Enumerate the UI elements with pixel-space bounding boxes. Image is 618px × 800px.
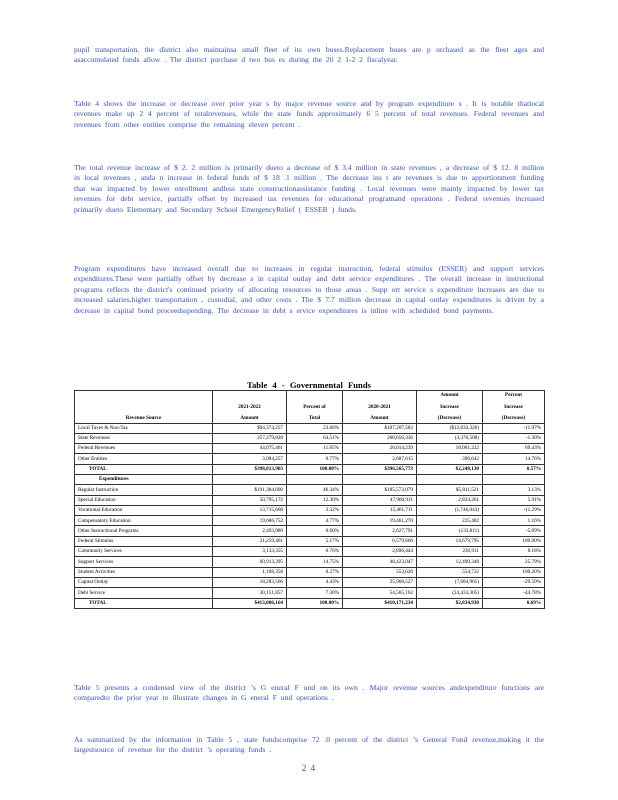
table-row [75,433,545,443]
table-cell-change: (1,746,043) [417,505,483,515]
table-cell-amt2021: 54,565,162 [343,588,417,598]
table-cell-pctchange: -11.97% [483,423,545,433]
table-cell-label: Regular Instruction [75,485,213,495]
governmental-funds-table [74,390,545,609]
table-cell-pctchange: 100.00% [483,536,545,546]
table-cell-amt2021: 553,626 [343,567,417,577]
table-cell-pct: 0.60% [287,526,343,536]
table-row [75,547,545,557]
table-cell-change: $5,811,521 [417,485,483,495]
table-row [75,536,545,546]
table-cell-pctchange: 69.43% [483,444,545,454]
table-row [75,557,545,567]
table-cell-label: Debt Service [75,588,213,598]
table-cell-amt2022: 3,133,355 [213,547,287,557]
table-cell-label: Other Instructional Programs [75,526,213,536]
table-cell-pct: 12.30% [287,495,343,505]
header-percent-change: Percent Increase (Decrease) [483,391,545,424]
empty-cell [287,474,343,484]
table-cell-pctchange: 5.91% [483,495,545,505]
table-row [75,516,545,526]
paragraph-table4-intro: Table 4 shows the increase or decrease over prior year s by major revenue source and by program expenditure s . It is notable thatlocal revenues make up 2 4 percent of totalrevenues, while the state funds approximately 6 5 percent of total revenues. Federal revenues and revenues from other entities comprise the remaining eleven percent . [74,99,544,129]
table-cell-change: 12,490,348 [417,557,483,567]
table-cell-amt2021: 25,968,527 [343,577,417,587]
table-header-row [75,391,545,424]
table-cell-pctchange: 0.69% [483,598,545,608]
table-cell-amt2021: 26,014,239 [343,444,417,454]
table-cell-amt2022: 1,108,358 [213,567,287,577]
table-cell-label: Federal Revenues [75,444,213,454]
expenditures-label: Expenditures [75,474,213,484]
empty-cell [417,474,483,484]
table-cell-change: ($12,833,326) [417,423,483,433]
table-cell-pctchange: 100.20% [483,567,545,577]
empty-cell [343,474,417,484]
table-cell-amt2022: $94,374,257 [213,423,287,433]
table-cell-pctchange: 25.79% [483,557,545,567]
table-row [75,526,545,536]
table-cell-pct: 4.77% [287,516,343,526]
table-cell-amt2022: 44,075,461 [213,444,287,454]
paragraph-program-expenditures: Program expenditures have increased overall due to increases in regular instruction, federal stimulus (ESSER) and support services expenditures.These were partially offset by decrease s in capital outlay and debt service expenditures . The overall increase in instructional programs reflects the district's continued priority of allocating resources to those areas . Supp ort service s expenditure increases are due to increased salaries,higher transportation , custodial, and other costs . The $ 7.7 million decrease in capital outlay expenditures is driven by a decrease in capital bond proceedsspending. The decrease in debt s ervice expenditures is inline with scheduled bond payments. [74,264,544,315]
table-cell-change: $2,834,930 [417,598,483,608]
table-cell-change: (24,433,305) [417,588,483,598]
table-cell-amt2022: 3,084,257 [213,454,287,464]
table-cell-label: TOTAL [75,464,213,474]
table-cell-pct: 0.77% [287,454,343,464]
table-row [75,567,545,577]
table-cell-change: 554,732 [417,567,483,577]
table-cell-amt2021: $410,171,234 [343,598,417,608]
table-cell-amt2021: 2,896,444 [343,547,417,557]
table-cell-amt2021: 47,960,911 [343,495,417,505]
table-cell-pct: 5.17% [287,536,343,546]
revenue-total-row [75,464,545,474]
table-cell-label: State Revenues [75,433,213,443]
table-cell-pctchange: 14.76% [483,454,545,464]
table-cell-amt2021: $185,573,079 [343,485,417,495]
table-cell-amt2022: 21,259,461 [213,536,287,546]
table-cell-pctchange: -5.09% [483,526,545,536]
table-row [75,577,545,587]
table-cell-amt2022: 19,686,752 [213,516,287,526]
table-cell-pct: 23.66% [287,423,343,433]
table-cell-pct: 14.75% [287,557,343,567]
table-cell-label: Vocational Education [75,505,213,515]
table-cell-label: Compensatory Education [75,516,213,526]
table-row [75,588,545,598]
table-cell-change: 18,061,222 [417,444,483,454]
page-number: 2 4 [301,763,317,773]
table-cell-pct: 7.30% [287,588,343,598]
table-cell-change: (3,376,508) [417,433,483,443]
table-cell-amt2022: $398,813,903 [213,464,287,474]
table-cell-pctchange: 8.18% [483,547,545,557]
table-cell-pct: 64.51% [287,433,343,443]
table-cell-amt2022: $413,006,164 [213,598,287,608]
table-cell-amt2022: 13,715,668 [213,505,287,515]
table-cell-pctchange: -11.29% [483,505,545,515]
expenditure-total-row [75,598,545,608]
expenditures-subheader-row [75,474,545,484]
table-cell-amt2022: 50,795,172 [213,495,287,505]
table-cell-change: 14,679,795 [417,536,483,546]
table-cell-pct: 3.32% [287,505,343,515]
table-cell-change: 2,834,261 [417,495,483,505]
table-cell-pct: 46.34% [287,485,343,495]
table-cell-label: Capital Outlay [75,577,213,587]
table-cell-pct: 0.27% [287,567,343,577]
table-cell-amt2021: $107,207,583 [343,423,417,433]
table-cell-pct: 0.76% [287,547,343,557]
table-row [75,485,545,495]
table-cell-amt2022: 18,283,566 [213,577,287,587]
table-cell-change: (133,811) [417,526,483,536]
header-amount-change: Amount Increase (Decrease) [417,391,483,424]
table-cell-amt2021: 2,687,615 [343,454,417,464]
table-cell-pctchange: -44.78% [483,588,545,598]
table-title: Table 4 - Governmental Funds [247,380,371,390]
table-cell-amt2022: 257,279,828 [213,433,287,443]
table-cell-change: $2,248,130 [417,464,483,474]
table-row [75,505,545,515]
table-cell-amt2021: 2,627,791 [343,526,417,536]
table-cell-change: 236,911 [417,547,483,557]
header-revenue-source: Revenue Source [75,391,213,424]
table-cell-amt2021: 15,461,711 [343,505,417,515]
table-cell-pct: 100.00% [287,598,343,608]
empty-cell [483,474,545,484]
table-cell-label: Other Entities [75,454,213,464]
table-cell-amt2021: 6,579,666 [343,536,417,546]
table-cell-pct: 11.05% [287,444,343,454]
empty-cell [213,474,287,484]
paragraph-state-funds: As summarized by the information in Table 5 , state fundscomprise 72 .0 percent of the district ’s General Fund revenue,making it the largestsource of revenue for the district ’s operating funds . [74,735,544,755]
table-cell-pctchange: 3.13% [483,485,545,495]
table-cell-amt2022: 60,913,395 [213,557,287,567]
table-row [75,444,545,454]
table-row [75,454,545,464]
header-percent-total: Percent of Total [287,391,343,424]
table-cell-label: TOTAL [75,598,213,608]
paragraph-total-revenue: The total revenue increase of $ 2. 2 million is primarily dueto a decrease of $ 3.4 million in state revenues , a decrease of $ 12. 8 million in local revenues , anda n increase in federal funds of $ 18 .1 million . The decrease ins t ate revenues is due to apportionment funding that was impacted by lower enrollment andless state constructionassistance funding . Local revenues were mainly impacted by lower tax revenues for debt service, partially offset by increased tax revenues for educational programand operations . Federal revenues increased primarily dueto Elementary and Secondary School EmergencyRelief ( ESSER ) funds. [74,163,544,214]
table-cell-pctchange: -1.30% [483,433,545,443]
table-cell-amt2022: 30,151,857 [213,588,287,598]
table-cell-change: 225,482 [417,516,483,526]
paragraph-table5-intro: Table 5 presents a condensed view of the district ’s G eneral F und on its own . Major revenue sources andexpenditure functions are comparedto the prior year to illustrate changes in G eneral F und operations . [74,683,544,703]
table-cell-pct: 4.43% [287,577,343,587]
table-cell-amt2021: $396,565,773 [343,464,417,474]
table-cell-label: Local Taxes & Non-Tax [75,423,213,433]
table-cell-label: Support Services [75,557,213,567]
table-cell-pct: 100.00% [287,464,343,474]
table-row [75,423,545,433]
table-cell-amt2022: 2,493,980 [213,526,287,536]
table-cell-amt2021: 48,423,047 [343,557,417,567]
table-cell-pctchange: -29.59% [483,577,545,587]
header-2021-amount: 2020-2021 Amount [343,391,417,424]
table-cell-amt2021: 19,461,270 [343,516,417,526]
table-cell-change: 396,642 [417,454,483,464]
table-cell-pctchange: 1.16% [483,516,545,526]
table-cell-label: Special Education [75,495,213,505]
table-cell-label: Student Activities [75,567,213,577]
table-cell-amt2022: $191,384,600 [213,485,287,495]
table-cell-label: Federal Stimulus [75,536,213,546]
table-row [75,495,545,505]
header-2022-amount: 2021-2022 Amount [213,391,287,424]
paragraph-transportation: pupil transportation, the district also maintainsa small fleet of its own buses.Replacement buses are p urchased as the fleet ages and asaccumulated funds allow . The district purchase d two bus es during the 20 2 1-2 2 fiscalyear. [74,45,544,65]
table-cell-label: Community Services [75,547,213,557]
table-cell-pctchange: 0.57% [483,464,545,474]
table-cell-change: (7,684,961) [417,577,483,587]
table-cell-amt2021: 260,656,336 [343,433,417,443]
